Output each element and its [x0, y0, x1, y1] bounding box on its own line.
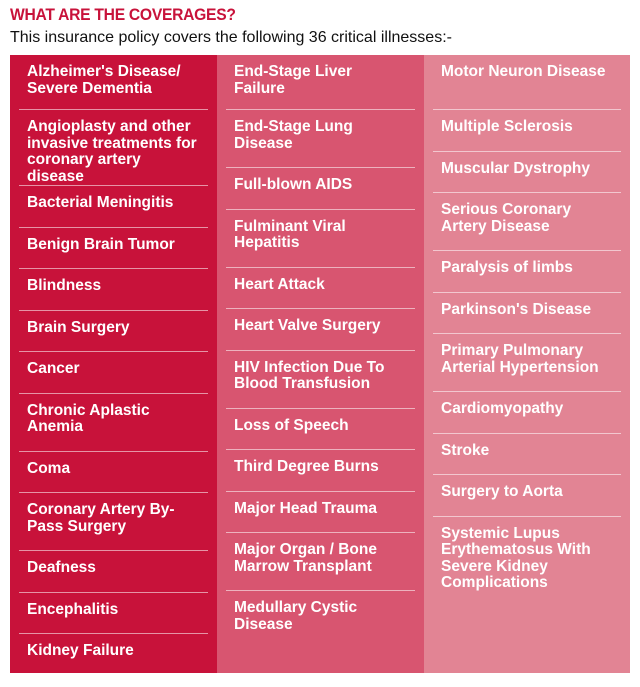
illness-item: Third Degree Burns [226, 450, 415, 492]
illness-item: Motor Neuron Disease [433, 55, 621, 110]
illness-item: Coronary Artery By-Pass Surgery [19, 493, 208, 551]
illness-item: End-Stage Lung Disease [226, 110, 415, 168]
illness-item: End-Stage Liver Failure [226, 55, 415, 110]
illness-item: Heart Attack [226, 268, 415, 310]
illness-item: Systemic Lupus Erythematosus With Severe Kidney Complications [441, 524, 591, 591]
illness-item: Deafness [19, 551, 208, 593]
coverage-column-2 [217, 55, 424, 673]
illness-item: Full-blown AIDS [226, 168, 415, 210]
illness-item: Alzheimer's Disease/ Severe Dementia [19, 55, 208, 110]
coverage-grid [10, 55, 630, 673]
illness-item: Bacterial Meningitis [19, 186, 208, 228]
illness-item: Blindness [19, 269, 208, 311]
coverage-column-1 [10, 55, 217, 673]
illness-item: Angioplasty and other invasive treatments for coronary artery disease [19, 110, 208, 186]
illness-item: Muscular Dystrophy [433, 152, 621, 194]
illness-item: Benign Brain Tumor [19, 228, 208, 270]
illness-item: Surgery to Aorta [433, 475, 621, 517]
illness-item: Chronic Aplastic Anemia [19, 394, 208, 452]
coverage-column-3 [424, 55, 630, 673]
illness-item: Encephalitis [19, 593, 208, 635]
illness-item: HIV Infection Due To Blood Transfusion [226, 351, 415, 409]
illness-item: Loss of Speech [226, 409, 415, 451]
illness-item: Heart Valve Surgery [226, 309, 415, 351]
illness-item: Cancer [19, 352, 208, 394]
illness-item: Fulminant Viral Hepatitis [226, 210, 415, 268]
illness-item: Coma [19, 452, 208, 494]
page-title: WHAT ARE THE COVERAGES? [10, 5, 236, 24]
subtitle: This insurance policy covers the following 36 critical illnesses:- [10, 29, 452, 46]
illness-item: Major Head Trauma [226, 492, 415, 534]
illness-item: Cardiomyopathy [433, 392, 621, 434]
illness-item: Parkinson's Disease [433, 293, 621, 335]
illness-item: Brain Surgery [19, 311, 208, 353]
illness-item: Kidney Failure [27, 642, 134, 659]
illness-item: Primary Pulmonary Arterial Hypertension [433, 334, 621, 392]
illness-item: Serious Coronary Artery Disease [433, 193, 621, 251]
illness-item: Multiple Sclerosis [433, 110, 621, 152]
illness-item: Major Organ / Bone Marrow Transplant [226, 533, 415, 591]
illness-item: Medullary Cystic Disease [234, 599, 358, 633]
illness-item: Paralysis of limbs [433, 251, 621, 293]
illness-item: Stroke [433, 434, 621, 476]
